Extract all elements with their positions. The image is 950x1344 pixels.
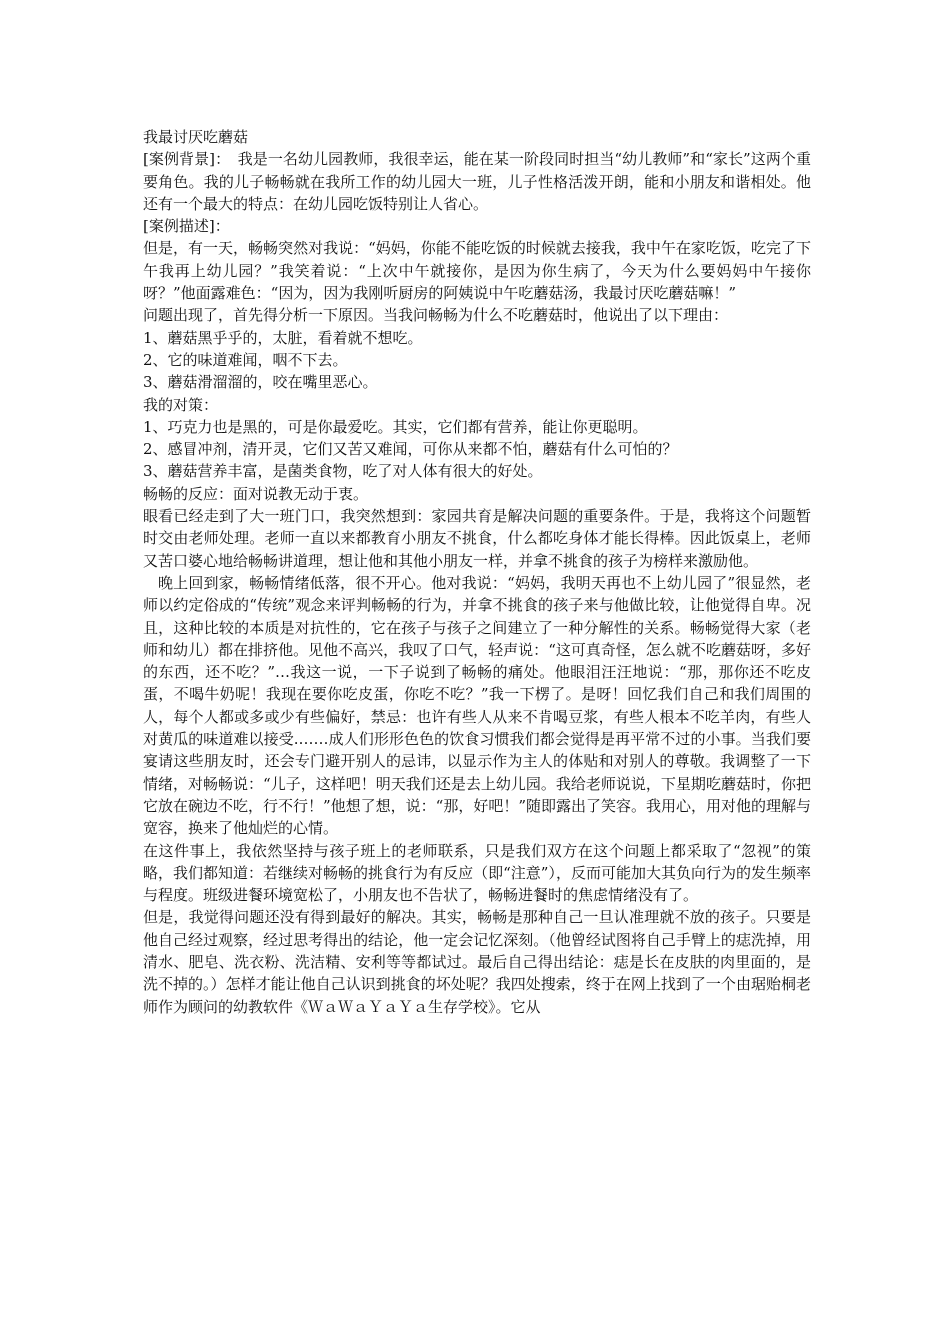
strategy-heading: 我的对策： — [143, 395, 219, 414]
case-background-paragraph: [案例背景]： 我是一名幼儿园教师，我很幸运，能在某一阶段同时担当“幼儿教师”和“家长”这两个重要角色。我的儿子畅畅就在我所工作的幼儿园大一班，儿子性格活泼开朗，能和小朋友和谐相处。他还有一个最大的特点：在幼儿园吃饭特别让人省心。 — [143, 150, 811, 213]
evening-paragraph: 晚上回到家，畅畅情绪低落，很不开心。他对我说：“妈妈，我明天再也不上幼儿园了”很显然，老师以约定俗成的“传统”观念来评判畅畅的行为，并拿不挑食的孩子来与他做比较，让他觉得自卑。况且，这种比较的本质是对抗性的，它在孩子与孩子之间建立了一种分解性的关系。畅畅觉得大家（老师和幼儿）都在排挤他。见他不高兴，我叹了口气，轻声说：“这可真奇怪，怎么就不吃蘑菇呀，多好的东西，还不吃？”…我这一说，一下子说到了畅畅的痛处。他眼泪汪汪地说：“那，那你还不吃皮蛋，不喝牛奶呢！我现在要你吃皮蛋，你吃不吃？”我一下楞了。是呀！回忆我们自己和我们周围的人，每个人都或多或少有些偏好，禁忌：也许有些人从来不肯喝豆浆，有些人根本不吃羊肉，有些人对黄瓜的味道难以接受.……成人们形形色色的饮食习惯我们都会觉得是再平常不过的小事。当我们要宴请这些朋友时，还会专门避开别人的忌讳，以显示作为主人的体贴和对别人的尊敬。我调整了一下情绪，对畅畅说：“儿子，这样吧！明天我们还是去上幼儿园。我给老师说说，下星期吃蘑菇时，你把它放在碗边不吃，行不行！”他想了想，说：“那，好吧！”随即露出了笑容。我用心，用对他的理解与宽容，换来了他灿烂的心情。 — [143, 573, 812, 838]
case-description-heading: [案例描述]： — [143, 217, 230, 236]
strategy-item-1: 1、巧克力也是黑的，可是你最爱吃。其实，它们都有营养，能让你更聪明。 — [143, 417, 648, 436]
ignore-strategy-paragraph: 在这件事上，我依然坚持与孩子班上的老师联系，只是我们双方在这个问题上都采取了“忽视”的策略，我们都知道：若继续对畅畅的挑食行为有反应（即“注意”），反而可能加大其负向行为的发生频率与程度。班级进餐环境宽松了，小朋友也不告状了，畅畅进餐时的焦虑情绪没有了。 — [143, 841, 811, 905]
kindergarten-paragraph: 眼看已经走到了大一班门口，我突然想到：家园共育是解决问题的重要条件。于是，我将这个问题暂时交由老师处理。老师一直以来都教育小朋友不挑食，什么都吃身体才能长得棒。因此饭桌上，老师又苦口婆心地给畅畅讲道理，想让他和其他小朋友一样，并拿不挑食的孩子为榜样来激励他。 — [143, 507, 811, 570]
document-title: 我最讨厌吃蘑菇 — [143, 128, 249, 146]
dialogue-paragraph: 但是，有一天，畅畅突然对我说：“妈妈，你能不能吃饭的时候就去接我，我中午在家吃饭，吃完了下午我再上幼儿园？”我笑着说：“上次中午就接你，是因为你生病了，今天为什么要妈妈中午接你呀？”他面露难色：“因为，因为我刚听厨房的阿姨说中午吃蘑菇汤，我最讨厌吃蘑菇嘛！” — [143, 239, 811, 303]
software-paragraph: 但是，我觉得问题还没有得到最好的解决。其实，畅畅是那种自己一旦认准理就不放的孩子。只要是他自己经过观察，经过思考得出的结论，他一定会记忆深刻。（他曾经试图将自己手臂上的痣洗掉，用清水、肥皂、洗衣粉、洗洁精、安利等等都试过。最后自己得出结论：痣是长在皮肤的肉里面的，是洗不掉的。）怎样才能让他自己认识到挑食的坏处呢？我四处搜索，终于在网上找到了一个由琚贻桐老师作为顾问的幼教软件《ＷａＷａＹａＹａ生存学校》。它从 — [143, 908, 811, 1016]
reason-item-3: 3、蘑菇滑溜溜的，咬在嘴里恶心。 — [143, 373, 378, 392]
reaction-paragraph: 畅畅的反应：面对说教无动于衷。 — [143, 484, 369, 503]
strategy-item-3: 3、蘑菇营养丰富，是菌类食物，吃了对人体有很大的好处。 — [143, 462, 543, 481]
document-body — [143, 126, 811, 1018]
problem-analysis-paragraph: 问题出现了，首先得分析一下原因。当我问畅畅为什么不吃蘑菇时，他说出了以下理由： — [143, 306, 729, 325]
strategy-item-2: 2、感冒冲剂，清开灵，它们又苦又难闻，可你从来都不怕，蘑菇有什么可怕的？ — [143, 440, 678, 459]
reason-item-2: 2、它的味道难闻，咽不下去。 — [143, 350, 348, 369]
reason-item-1: 1、蘑菇黑乎乎的，太脏，看着就不想吃。 — [143, 328, 423, 347]
